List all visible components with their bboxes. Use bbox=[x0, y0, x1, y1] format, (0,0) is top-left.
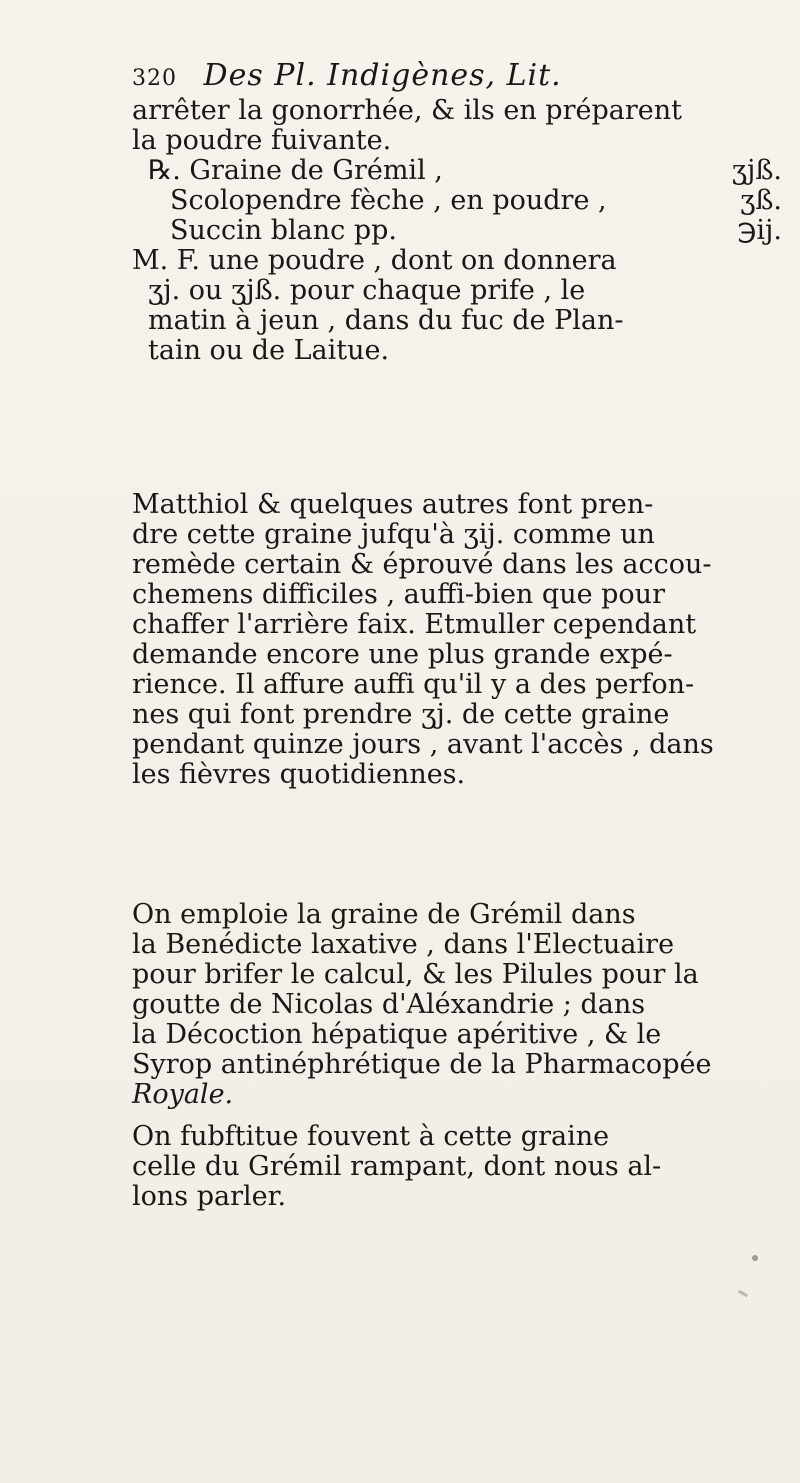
text-line: la Décoction hépatique apéritive , & le bbox=[132, 1019, 662, 1050]
recipe-ingredient bbox=[132, 156, 792, 186]
text-line: chaffer l'arrière faix. Etmuller cependant bbox=[132, 609, 697, 640]
text-line: M. F. une poudre , dont on donnera bbox=[132, 245, 617, 276]
ink-mark bbox=[738, 1290, 748, 1298]
text-line: remède certain & éprouvé dans les accou- bbox=[132, 549, 712, 580]
text-line: chemens difficiles , auffi-bien que pour bbox=[132, 579, 665, 610]
recipe-ingredient bbox=[132, 216, 792, 246]
ink-spot bbox=[752, 1255, 758, 1261]
ingredient-name: Succin blanc pp. bbox=[170, 215, 397, 246]
text-line: Syrop antinéphrétique de la Pharmacopée bbox=[132, 1049, 712, 1080]
text-line: On emploie la graine de Grémil dans bbox=[132, 899, 636, 930]
text-line: dre cette graine jufqu'à ʒij. comme un bbox=[132, 519, 655, 550]
text-line: goutte de Nicolas d'Aléxandrie ; dans bbox=[132, 989, 646, 1020]
paragraph-emploi bbox=[132, 900, 792, 1110]
text-line: Royale. bbox=[132, 1079, 234, 1110]
text-line: les fièvres quotidiennes. bbox=[132, 759, 466, 790]
ingredient-name: Scolopendre fèche , en poudre , bbox=[170, 185, 607, 216]
ingredient-dose: ℈ij. bbox=[737, 215, 782, 246]
text-line: ʒj. ou ʒjß. pour chaque prife , le bbox=[148, 275, 586, 306]
running-title: Des Pl. Indigènes, Lit. bbox=[203, 58, 562, 93]
paragraph-intro-recipe bbox=[132, 96, 792, 366]
paragraph-substitue bbox=[132, 1122, 792, 1212]
text-line: matin à jeun , dans du fuc de Plan- bbox=[148, 305, 624, 336]
ingredient-dose: ʒß. bbox=[740, 185, 782, 216]
text-line: la Benédicte laxative , dans l'Electuaire bbox=[132, 929, 675, 960]
text-line: pendant quinze jours , avant l'accès , dans bbox=[132, 729, 714, 760]
text-line: rience. Il affure auffi qu'il y a des perfon- bbox=[132, 669, 695, 700]
paragraph-matthiol bbox=[132, 490, 792, 790]
recipe-ingredient bbox=[132, 186, 792, 216]
text-line: On fubftitue fouvent à cette graine bbox=[132, 1121, 610, 1152]
text-line: nes qui font prendre ʒj. de cette graine bbox=[132, 699, 670, 730]
text-line: pour brifer le calcul, & les Pilules pour la bbox=[132, 959, 699, 990]
running-header bbox=[132, 58, 772, 98]
text-line: Matthiol & quelques autres font pren- bbox=[132, 489, 654, 520]
text-line: tain ou de Laitue. bbox=[148, 335, 390, 366]
text-line: celle du Grémil rampant, dont nous al- bbox=[132, 1151, 662, 1182]
ingredient-dose: ʒjß. bbox=[731, 155, 782, 186]
text-line: lons parler. bbox=[132, 1181, 287, 1212]
ingredient-name: ℞. Graine de Grémil , bbox=[148, 155, 443, 186]
text-line: demande encore une plus grande expé- bbox=[132, 639, 673, 670]
text-line: la poudre fuivante. bbox=[132, 125, 392, 156]
text-line: arrêter la gonorrhée, & ils en préparent bbox=[132, 95, 682, 126]
page-number: 320 bbox=[132, 66, 177, 91]
